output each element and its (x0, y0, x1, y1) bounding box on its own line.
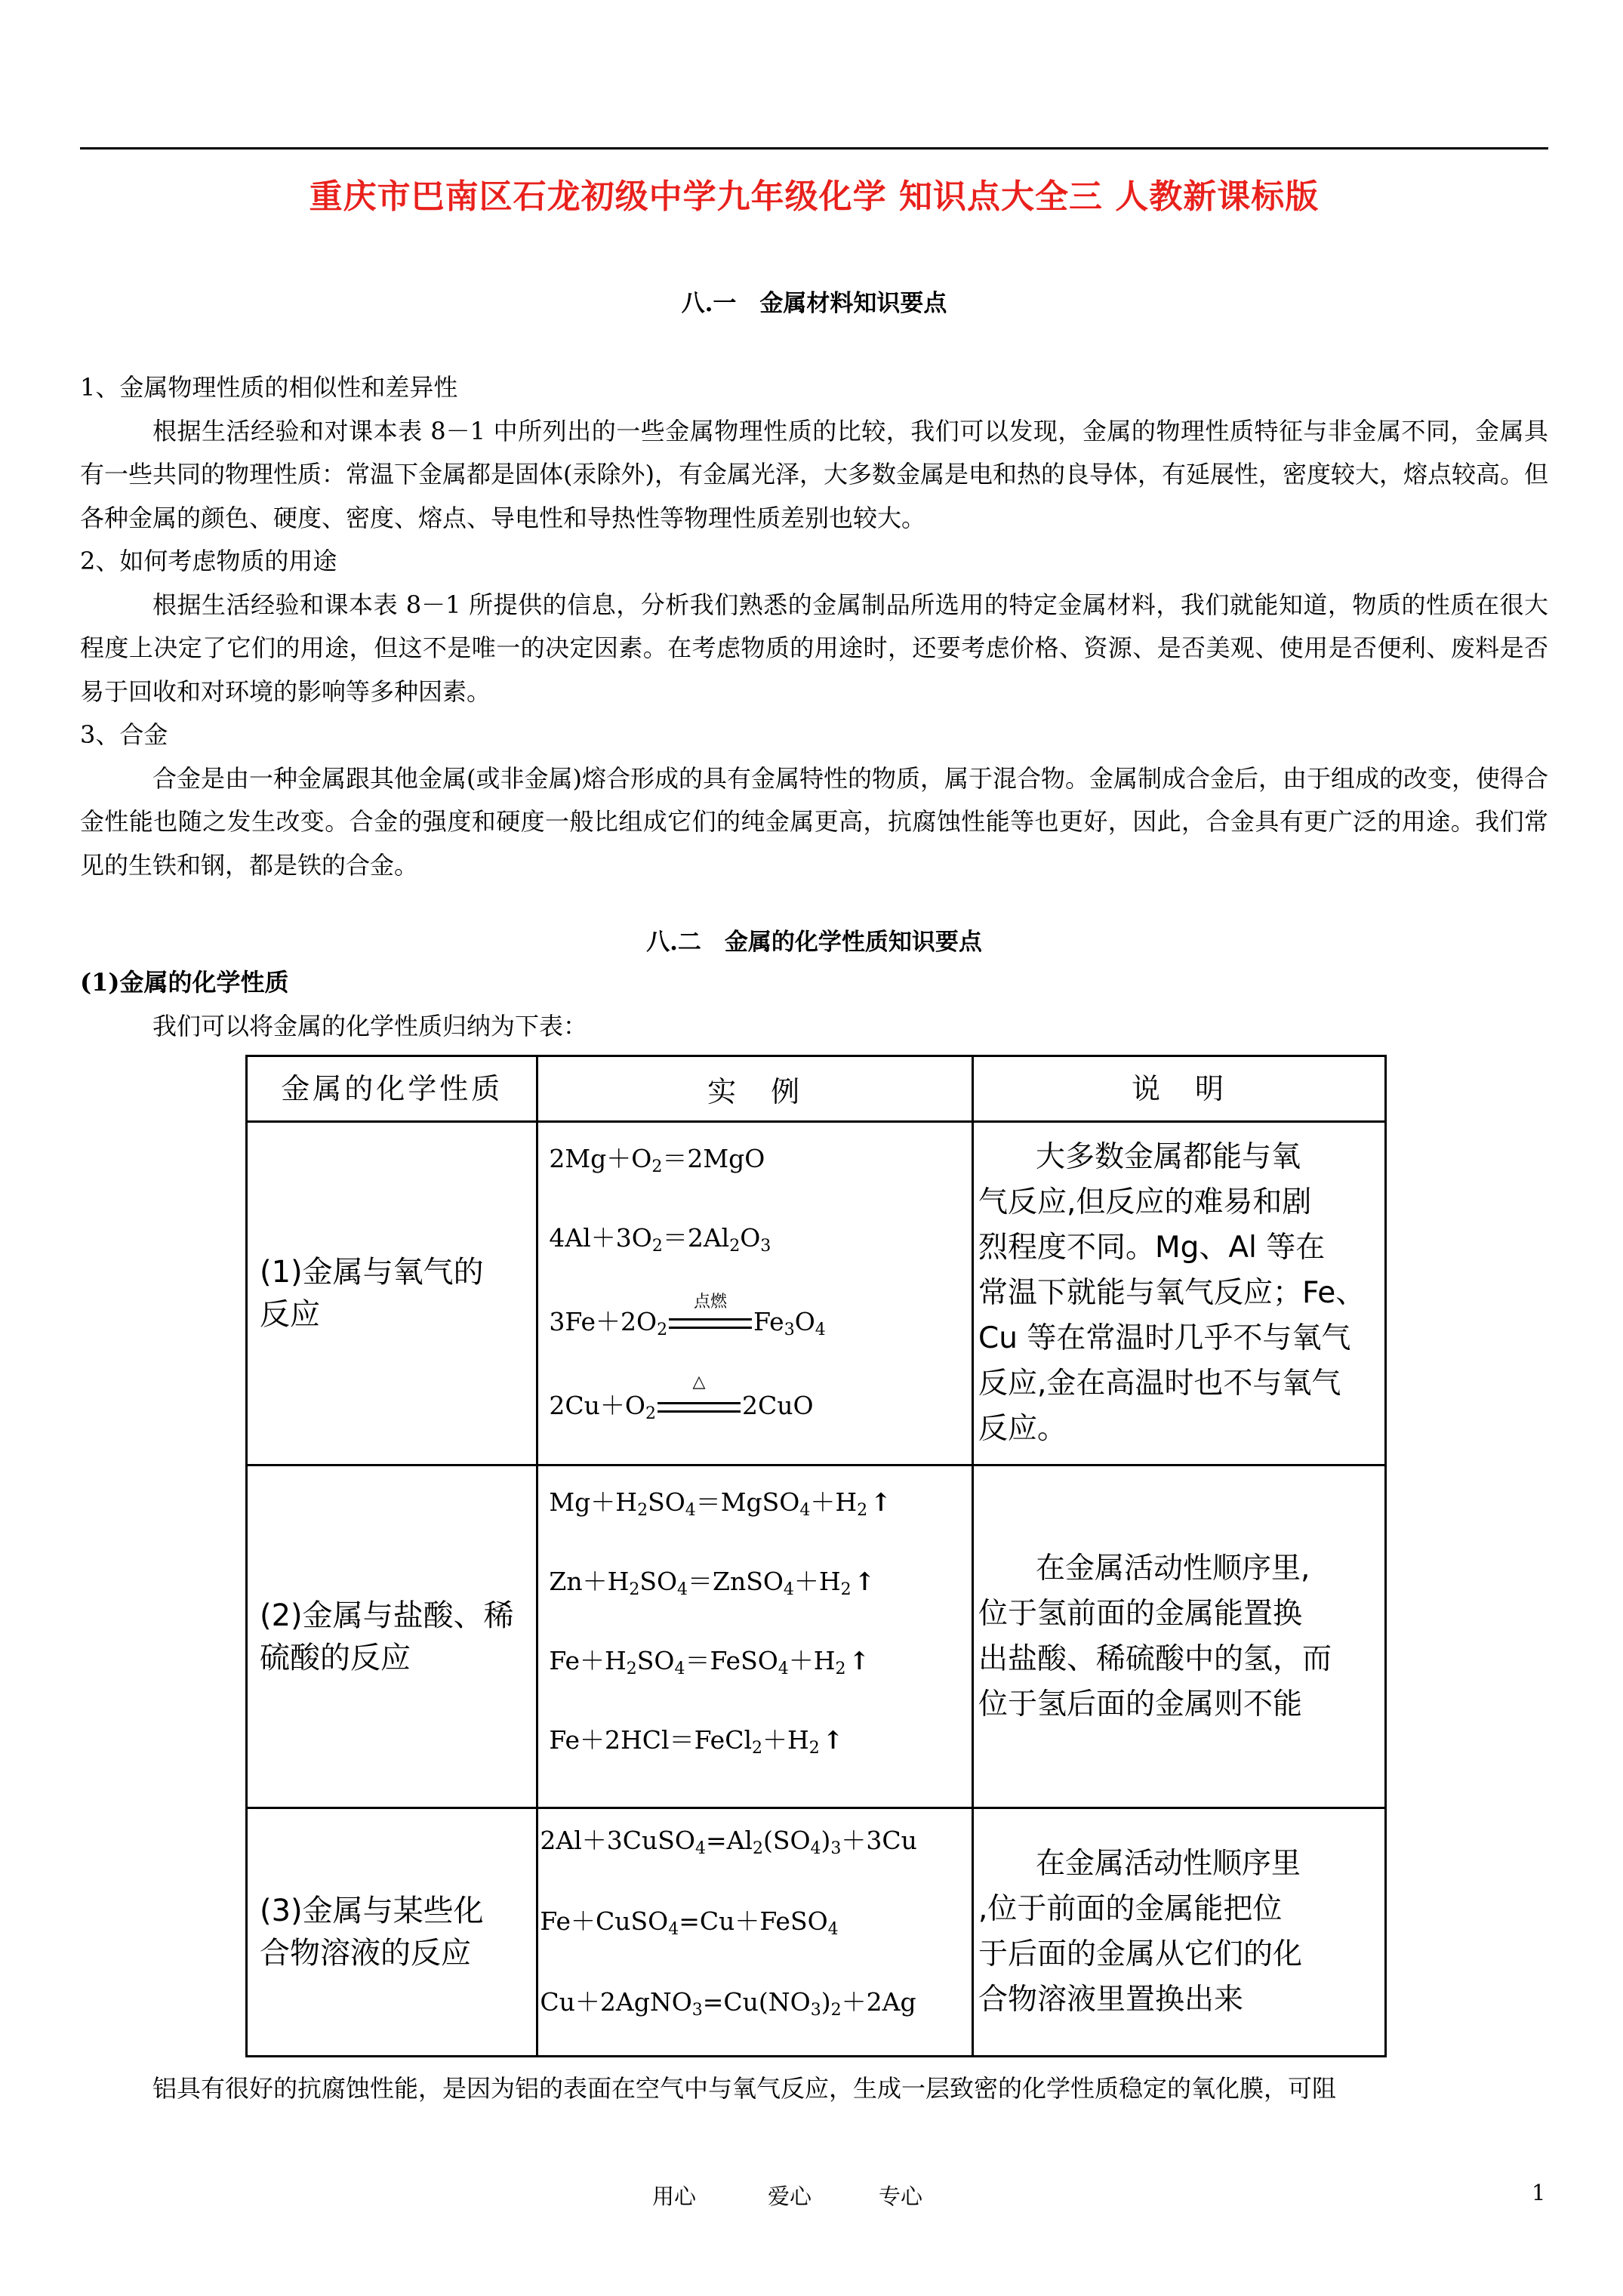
equation: $2Mg+O_2=2MgO$ (549, 1144, 765, 1176)
gas-arrow-icon: ↑ (854, 1567, 876, 1596)
item-body-1: 根据生活经验和对课本表 8－1 中所列出的一些金属物理性质的比较，我们可以发现，金属的物理性质特征与非金属不同，金属具有一些共同的物理性质：常温下金属都是固体(汞除外)，有金属光泽，大多数金属是电和热的良导体，有延展性，密度较大，熔点较高。但各种金属的颜色、硬度、密度、熔点、导电性和导热性等物理性质差别也较大。 (80, 416, 1548, 532)
equation: $3Fe+2O_2$ 点燃 $Fe_3O_4$ (549, 1293, 826, 1339)
explanation-line: Cu 等在常温时几乎不与氧气 (978, 1321, 1351, 1355)
section-1-body (80, 366, 1548, 887)
property-line: 反应 (260, 1297, 320, 1332)
explanation-line: 在金属活动性顺序里, (1035, 1551, 1310, 1586)
equation: $Fe+2HCl=FeCl_2+H_2$ ↑ (549, 1725, 844, 1758)
equation: Fe＋CuSO$_4$=Cu＋FeSO$_4$ (540, 1906, 839, 1939)
equation: $Fe+H_2SO_4=FeSO_4+H_2$ ↑ (549, 1646, 870, 1678)
reaction-condition-sign: △ (658, 1391, 741, 1420)
gas-arrow-icon: ↑ (822, 1725, 844, 1755)
explanation-line: 反应,金在高温时也不与氧气 (978, 1367, 1341, 1401)
table-row (247, 1122, 1386, 1465)
examples-cell (537, 1465, 973, 1808)
table-row (247, 1465, 1386, 1808)
footer-word: 专心 (879, 2184, 923, 2209)
table-row (247, 1808, 1386, 2057)
equation: $Mg+H_2SO_4=MgSO_4+H_2$ ↑ (549, 1487, 892, 1520)
closing-paragraph (80, 2067, 1548, 2111)
footer-word: 爱心 (768, 2184, 812, 2209)
explanation-line: 反应。 (978, 1412, 1067, 1446)
property-cell (247, 1808, 537, 2057)
property-cell (247, 1122, 537, 1465)
table-header: 实 例 (537, 1056, 973, 1122)
item-body-2: 根据生活经验和课本表 8－1 所提供的信息，分析我们熟悉的金属制品所选用的特定金属材料，我们就能知道，物质的性质在很大程度上决定了它们的用途，但这不是唯一的决定因素。在考虑物质的用途时，还要考虑价格、资源、是否美观、使用是否便利、废料是否易于回收和对环境的影响等多种因素。 (80, 590, 1548, 706)
property-line: (1)金属与氧气的 (260, 1255, 484, 1290)
property-cell (247, 1465, 537, 1808)
footer-word: 用心 (652, 2184, 697, 2209)
examples-cell (537, 1808, 973, 2057)
table-header-row (247, 1056, 1386, 1122)
explanation-cell (972, 1465, 1385, 1808)
item-heading-1: 1、金属物理性质的相似性和差异性 (80, 373, 458, 402)
item-heading-2: 2、如何考虑物质的用途 (80, 547, 337, 575)
reaction-condition-sign: 点燃 (669, 1307, 752, 1336)
property-line: (3)金属与某些化 (260, 1894, 484, 1928)
explanation-cell (972, 1122, 1385, 1465)
document-title: 重庆市巴南区石龙初级中学九年级化学 知识点大全三 人教新课标版 (309, 177, 1320, 216)
explanation-line: 位于氢后面的金属则不能 (978, 1687, 1302, 1721)
equation: $Cu+2AgNO_3=Cu(NO_3)_2+2Ag$ (540, 1987, 916, 2020)
explanation-line: 烈程度不同。Mg、Al 等在 (978, 1231, 1326, 1265)
chemical-properties-table (245, 1055, 1387, 2057)
explanation-cell (972, 1808, 1385, 2057)
section-2-intro (80, 961, 1548, 1048)
examples-cell (537, 1122, 973, 1465)
table-header: 金属的化学性质 (247, 1056, 537, 1122)
explanation-line: 大多数金属都能与氧 (1035, 1140, 1301, 1174)
page-number: 1 (1532, 2180, 1546, 2205)
explanation-line: ,位于前面的金属能把位 (978, 1892, 1283, 1926)
equation: $4Al+3O_2=2Al_2O_3$ (549, 1223, 771, 1256)
closing-text: 铝具有很好的抗腐蚀性能，是因为铝的表面在空气中与氧气反应，生成一层致密的化学性质稳定的氧化膜，可阻 (152, 2074, 1337, 2103)
table-header: 说 明 (972, 1056, 1385, 1122)
sub-heading: (1)金属的化学性质 (80, 968, 289, 997)
explanation-line: 合物溶液里置换出来 (978, 1983, 1243, 2017)
explanation-line: 在金属活动性顺序里 (1035, 1847, 1301, 1881)
section-heading-1: 八.一 金属材料知识要点 (681, 290, 947, 317)
explanation-line: 位于氢前面的金属能置换 (978, 1596, 1302, 1631)
gas-arrow-icon: ↑ (848, 1646, 870, 1675)
table-intro: 我们可以将金属的化学性质归纳为下表： (152, 1011, 588, 1040)
equation: $2Al+3CuSO_4=Al_2(SO_4)_3+3Cu$ (540, 1826, 917, 1858)
item-heading-3: 3、合金 (80, 720, 168, 749)
explanation-line: 出盐酸、稀硫酸中的氢，而 (978, 1641, 1332, 1676)
explanation-line: 于后面的金属从它们的化 (978, 1937, 1302, 1971)
header-rule (80, 147, 1548, 149)
equation: $Zn+H_2SO_4=ZnSO_4+H_2$ ↑ (549, 1567, 876, 1599)
equation: $2Cu+O_2$ △ 2CuO (549, 1373, 814, 1423)
gas-arrow-icon: ↑ (870, 1487, 892, 1517)
explanation-line: 常温下就能与氧气反应；Fe、 (978, 1276, 1366, 1310)
property-line: (2)金属与盐酸、稀 (260, 1598, 514, 1633)
property-line: 合物溶液的反应 (260, 1936, 471, 1971)
explanation-line: 气反应,但反应的难易和剧 (978, 1185, 1312, 1219)
item-body-3: 合金是由一种金属跟其他金属(或非金属)熔合形成的具有金属特性的物质，属于混合物。金属制成合金后，由于组成的改变，使得合金性能也随之发生改变。合金的强度和硬度一般比组成它们的纯金属更高，抗腐蚀性能等也更好，因此，合金具有更广泛的用途。我们常见的生铁和钢，都是铁的合金。 (80, 763, 1548, 880)
property-line: 硫酸的反应 (260, 1640, 411, 1675)
section-heading-2: 八.二 金属的化学性质知识要点 (646, 929, 982, 956)
